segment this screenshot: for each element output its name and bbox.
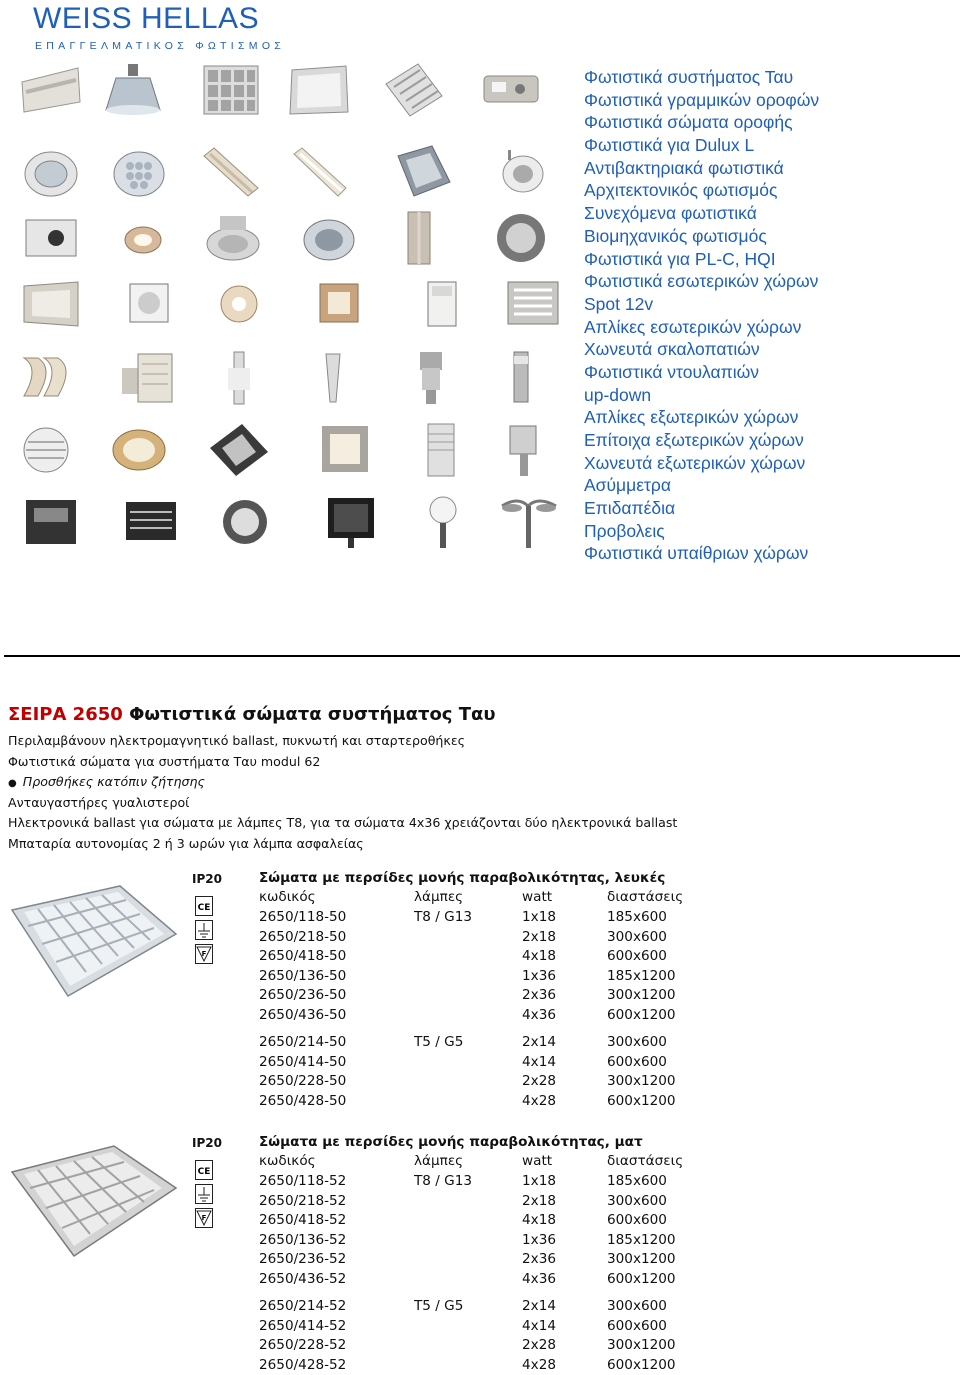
cell-dimensions: 600x600 — [607, 1317, 667, 1334]
industrial-highbay-thumbnail[interactable] — [102, 62, 164, 118]
nav-item[interactable]: Βιομηχανικός φωτισμός — [584, 225, 767, 246]
garden-light-thumbnail[interactable] — [400, 350, 462, 406]
cell-code: 2650/228-50 — [259, 1073, 347, 1089]
cell-dimensions: 300x600 — [607, 1034, 667, 1050]
description-line: Μπαταρία αυτονομίας 2 ή 3 ωρών για λάμπα ασφαλείας — [8, 835, 364, 851]
cell-watt: 4x18 — [522, 948, 556, 964]
nav-item[interactable]: Φωτιστικά σώματα οροφής — [584, 112, 793, 133]
round-louvre-bulkhead-thumbnail[interactable] — [20, 422, 82, 478]
header-code: κωδικός — [259, 1153, 316, 1169]
cell-code: 2650/228-52 — [259, 1337, 347, 1353]
recessed-downlight-thumbnail[interactable] — [202, 210, 264, 266]
cell-dimensions: 300x1200 — [607, 1251, 676, 1267]
thumbnail-row — [20, 210, 565, 272]
square-spot-thumbnail[interactable] — [118, 276, 180, 332]
header-watt: watt — [522, 1153, 553, 1169]
header-code: κωδικός — [259, 889, 316, 905]
cell-code: 2650/414-50 — [259, 1053, 347, 1070]
round-downlight-thumbnail[interactable] — [20, 144, 82, 200]
nav-item[interactable]: Φωτιστικά ντουλαπιών — [584, 361, 759, 382]
cell-watt: 4x36 — [522, 1270, 556, 1287]
nav-item[interactable]: Επιδαπέδια — [584, 498, 676, 519]
cell-lamps: T5 / G5 — [414, 1298, 464, 1314]
nav-item[interactable]: Ασύμμετρα — [584, 475, 671, 496]
description-line-bulleted — [8, 772, 677, 793]
cell-watt: 2x36 — [522, 987, 556, 1003]
table-row — [259, 1317, 819, 1337]
thumbnail-row — [20, 276, 565, 338]
grill-wall-light-thumbnail[interactable] — [118, 350, 180, 406]
description-line: Ηλεκτρονικά ballast για σώματα με λάμπες Τ8, για τα σώματα 4x36 χρειάζονται δύο ηλεκτρονικά ballast — [8, 815, 678, 830]
table-row — [259, 1336, 819, 1356]
cell-watt: 4x28 — [522, 1092, 556, 1109]
cell-dimensions: 185x600 — [607, 1173, 667, 1189]
thumbnail-row — [20, 62, 565, 124]
cell-code: 2650/214-50 — [259, 1034, 347, 1050]
linear-ceiling-luminaire-thumbnail[interactable] — [20, 62, 82, 118]
brand-logo[interactable]: WEISS HELLAS — [33, 2, 260, 35]
bullet-icon: ● — [8, 778, 17, 789]
tall-wall-light-thumbnail[interactable] — [208, 350, 270, 406]
cell-code: 2650/218-50 — [259, 928, 347, 945]
svg-text:F: F — [201, 1214, 207, 1222]
series-code: ΣΕΙΡΑ 2650 — [8, 704, 123, 725]
asymmetric-wall-light-thumbnail[interactable] — [20, 494, 82, 550]
description-line: Ανταυγαστήρες γυαλιστεροί — [8, 794, 190, 810]
header-lamps: λάμπες — [414, 889, 464, 905]
cell-watt: 2x18 — [522, 1192, 556, 1209]
brand-tagline: ΕΠΑΓΓΕΛΜΑΤΙΚΟΣ ΦΩΤΙΣΜΟΣ — [35, 40, 286, 52]
spike-spot-thumbnail[interactable] — [496, 422, 558, 478]
cell-watt: 2x36 — [522, 1251, 556, 1267]
square-wall-light-thumbnail[interactable] — [314, 422, 376, 478]
header-dimensions: διαστάσεις — [607, 1153, 684, 1169]
table-row — [259, 928, 819, 948]
louvred-wall-light-thumbnail[interactable] — [502, 276, 564, 332]
table-row — [259, 1006, 819, 1026]
cell-dimensions: 600x600 — [607, 948, 667, 964]
thumbnail-row — [20, 350, 565, 412]
table-row — [259, 908, 819, 928]
nav-item[interactable]: Spot 12v — [584, 293, 654, 314]
cylinder-bollard-thumbnail[interactable] — [410, 422, 472, 478]
cabinet-light-thumbnail[interactable] — [410, 276, 472, 332]
ship-bulkhead-thumbnail[interactable] — [108, 422, 170, 478]
table-row — [259, 1211, 819, 1231]
cylinder-wall-light-thumbnail[interactable] — [388, 210, 450, 266]
adjustable-downlight-thumbnail[interactable] — [492, 144, 554, 200]
nav-item[interactable]: Φωτιστικά εσωτερικών χώρων — [584, 271, 819, 292]
louvre-luminaire-matt-image — [10, 1142, 178, 1260]
table-row — [259, 1072, 819, 1092]
cell-dimensions: 600x1200 — [607, 1092, 676, 1109]
cell-dimensions: 185x1200 — [607, 967, 676, 984]
description-line: Φωτιστικά σώματα για συστήματα Ταυ modul 62 — [8, 753, 321, 769]
flammable-surface-icon — [195, 944, 213, 964]
cell-lamps: T8 / G13 — [414, 1173, 473, 1189]
cell-watt: 2x14 — [522, 1034, 556, 1050]
cell-watt: 2x14 — [522, 1298, 556, 1314]
cell-code: 2650/136-52 — [259, 1231, 347, 1248]
cell-watt: 4x14 — [522, 1317, 556, 1334]
cell-code: 2650/428-50 — [259, 1092, 347, 1109]
svg-text:CE: CE — [197, 1167, 211, 1177]
table-row — [259, 1172, 819, 1192]
nav-item[interactable]: Αντιβακτηριακά φωτιστικά — [584, 157, 784, 178]
cell-code: 2650/418-52 — [259, 1212, 347, 1228]
louvre-luminaire-white-image — [10, 882, 178, 1000]
outdoor-post-lantern-thumbnail[interactable] — [498, 494, 560, 550]
flammable-surface-icon — [195, 1208, 213, 1228]
category-nav — [584, 66, 819, 565]
louvre-troffer-thumbnail[interactable] — [200, 62, 262, 118]
round-spot-thumbnail[interactable] — [208, 276, 270, 332]
table-row — [259, 1356, 819, 1375]
ce-mark-icon — [195, 896, 213, 916]
globe-post-thumbnail[interactable] — [412, 494, 474, 550]
nav-item[interactable]: Επίτοιχα εξωτερικών χώρων — [584, 430, 804, 450]
waterproof-batten-thumbnail[interactable] — [288, 144, 350, 200]
nav-item[interactable]: Συνεχόμενα φωτιστικά — [584, 203, 757, 224]
torch-wall-light-thumbnail[interactable] — [302, 350, 364, 406]
table-row — [259, 1297, 819, 1317]
bulkhead-module-thumbnail[interactable] — [480, 62, 542, 118]
cell-dimensions: 600x1200 — [607, 1006, 676, 1023]
svg-text:F: F — [201, 950, 207, 958]
brick-light-thumbnail[interactable] — [120, 494, 182, 550]
batten-luminaire-thumbnail[interactable] — [200, 144, 262, 200]
table-row — [259, 1092, 819, 1112]
spot-box-thumbnail[interactable] — [20, 210, 82, 266]
series-heading — [8, 704, 496, 725]
ip-rating: IP20 — [192, 1136, 222, 1150]
cell-code: 2650/118-50 — [259, 909, 347, 925]
cell-code: 2650/436-52 — [259, 1270, 347, 1287]
section-divider — [4, 655, 960, 657]
cell-watt: 2x28 — [522, 1337, 556, 1353]
product-title: Σώματα με περσίδες μονής παραβολικότητας, ματ — [259, 1134, 643, 1150]
cell-dimensions: 600x600 — [607, 1212, 667, 1228]
nav-item[interactable]: Χωνευτά εξωτερικών χώρων — [584, 452, 806, 473]
inground-uplight-thumbnail[interactable] — [214, 494, 276, 550]
nav-item[interactable]: Αρχιτεκτονικός φωτισμός — [584, 180, 778, 201]
series-description — [8, 731, 677, 854]
cell-code: 2650/214-52 — [259, 1298, 347, 1314]
cell-dimensions: 600x1200 — [607, 1270, 676, 1287]
diffuser-panel-thumbnail[interactable] — [288, 62, 350, 118]
wall-panel-thumbnail[interactable] — [20, 276, 82, 332]
table-row — [259, 986, 819, 1006]
cell-dimensions: 185x1200 — [607, 1231, 676, 1248]
table-row — [259, 947, 819, 967]
nav-item[interactable]: Απλίκες εξωτερικών χώρων — [584, 407, 799, 428]
cell-watt: 4x18 — [522, 1212, 556, 1228]
step-light-thumbnail[interactable] — [308, 276, 370, 332]
nav-item[interactable]: Απλίκες εσωτερικών χώρων — [584, 316, 802, 337]
up-down-wall-light-thumbnail[interactable] — [20, 350, 82, 406]
cell-watt: 1x36 — [522, 967, 556, 984]
cell-code: 2650/436-50 — [259, 1006, 347, 1023]
ground-symbol-icon — [195, 1184, 213, 1204]
cell-code: 2650/136-50 — [259, 967, 347, 984]
product-title: Σώματα με περσίδες μονής παραβολικότητας, λευκές — [259, 870, 666, 886]
description-line: Περιλαμβάνουν ηλεκτρομαγνητικό ballast, πυκνωτή και σταρτεροθήκες — [8, 733, 466, 748]
cell-code: 2650/428-52 — [259, 1356, 347, 1373]
thumbnail-row — [20, 144, 565, 206]
svg-text:CE: CE — [197, 903, 211, 913]
cell-dimensions: 600x1200 — [607, 1356, 676, 1373]
nav-item[interactable]: Χωνευτά σκαλοπατιών — [584, 339, 760, 360]
description-text: Προσθήκες κατόπιν ζήτησης — [22, 774, 205, 789]
cell-lamps: T5 / G5 — [414, 1034, 464, 1050]
table-header — [259, 888, 819, 908]
cell-watt: 1x18 — [522, 909, 556, 925]
table-row — [259, 1270, 819, 1290]
cell-watt: 4x14 — [522, 1053, 556, 1070]
cell-code: 2650/418-50 — [259, 948, 347, 964]
table-row — [259, 1250, 819, 1270]
nav-item[interactable]: Φωτιστικά υπαίθριων χώρων — [584, 543, 809, 564]
ce-mark-icon — [195, 1160, 213, 1180]
cell-watt: 4x28 — [522, 1356, 556, 1373]
cell-dimensions: 600x600 — [607, 1053, 667, 1070]
cell-lamps: T8 / G13 — [414, 909, 473, 925]
nav-item[interactable]: up-down — [584, 384, 652, 405]
header-watt: watt — [522, 889, 553, 905]
header-lamps: λάμπες — [414, 1153, 464, 1169]
thumbnail-row — [20, 494, 565, 556]
header-dimensions: διαστάσεις — [607, 889, 684, 905]
ip-rating: IP20 — [192, 872, 222, 886]
floor-recessed-thumbnail[interactable] — [208, 422, 270, 478]
cell-watt: 1x18 — [522, 1173, 556, 1189]
angled-louvre-luminaire-thumbnail[interactable] — [382, 62, 444, 118]
thumbnail-row — [20, 422, 565, 484]
grid-downlight-thumbnail[interactable] — [108, 144, 170, 200]
cell-dimensions: 300x1200 — [607, 1073, 676, 1089]
table-row — [259, 1192, 819, 1212]
table-row — [259, 1033, 819, 1053]
cell-watt: 2x18 — [522, 928, 556, 945]
table-header — [259, 1152, 819, 1172]
table-row — [259, 1053, 819, 1073]
nav-item[interactable]: Φωτιστικά γραμμικών οροφών — [584, 89, 820, 110]
square-recessed-thumbnail[interactable] — [392, 144, 454, 200]
cell-code: 2650/236-52 — [259, 1251, 347, 1267]
ring-spot-thumbnail[interactable] — [112, 210, 174, 266]
cell-dimensions: 300x1200 — [607, 987, 676, 1003]
cell-watt: 2x28 — [522, 1073, 556, 1089]
cell-code: 2650/218-52 — [259, 1192, 347, 1209]
nav-item[interactable]: Φωτιστικά για Dulux L — [584, 135, 755, 156]
round-bulkhead-thumbnail[interactable] — [490, 210, 552, 266]
ground-symbol-icon — [195, 920, 213, 940]
table-row — [259, 967, 819, 987]
nav-item[interactable]: Φωτιστικά για PL-C, HQI — [584, 248, 776, 269]
cell-watt: 1x36 — [522, 1231, 556, 1248]
cell-code: 2650/414-52 — [259, 1317, 347, 1334]
series-title: Φωτιστικά σώματα συστήματος Ταυ — [129, 704, 496, 725]
cell-code: 2650/118-52 — [259, 1173, 347, 1189]
cell-dimensions: 185x600 — [607, 909, 667, 925]
floodlight-thumbnail[interactable] — [320, 494, 382, 550]
bollard-thumbnail[interactable] — [490, 350, 552, 406]
cell-code: 2650/236-50 — [259, 987, 347, 1003]
cell-dimensions: 300x600 — [607, 1192, 667, 1209]
cell-dimensions: 300x600 — [607, 1298, 667, 1314]
table-row — [259, 1231, 819, 1251]
tilted-downlight-thumbnail[interactable] — [298, 210, 360, 266]
cell-dimensions: 300x1200 — [607, 1337, 676, 1353]
cell-dimensions: 300x600 — [607, 928, 667, 945]
nav-item[interactable]: Φωτιστικά συστήματος Ταυ — [584, 67, 794, 87]
nav-item[interactable]: Προβολεις — [584, 520, 665, 541]
cell-watt: 4x36 — [522, 1006, 556, 1023]
